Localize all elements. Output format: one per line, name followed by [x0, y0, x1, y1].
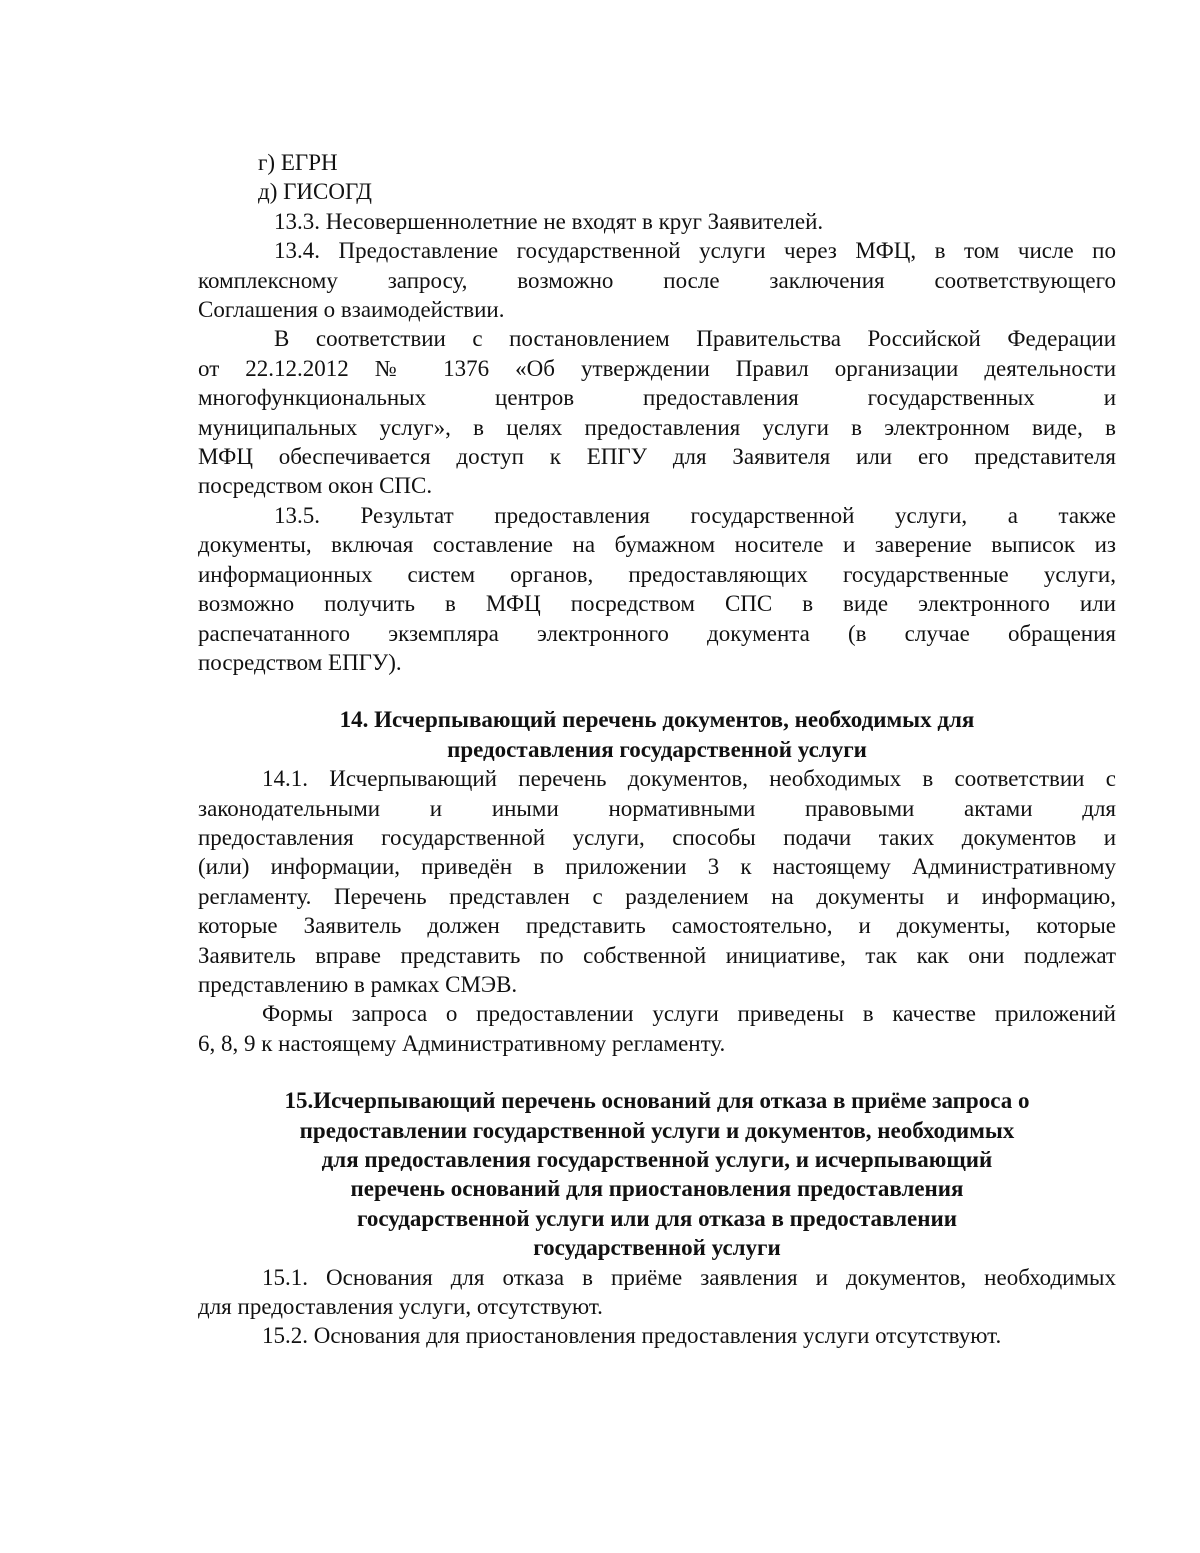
paragraph-forms: [198, 999, 1116, 1058]
section-spacer: [198, 677, 1116, 705]
heading-line: для предоставления государственной услуги, и исчерпывающий: [321, 1147, 993, 1172]
paragraph-line: Заявитель вправе представить по собственной инициативе, так как они подлежат: [198, 942, 1116, 968]
paragraph-line: 15.2. Основания для приостановления предоставления услуги отсутствуют.: [262, 1323, 1002, 1349]
heading-line: предоставлении государственной услуги и документов, необходимых: [299, 1117, 1015, 1143]
paragraph-line: законодательными и иными нормативными правовыми актами для: [198, 795, 1116, 821]
paragraph-line: 15.1. Основания для отказа в приёме заявления и документов, необходимых: [262, 1264, 1116, 1290]
paragraph-line: посредством окон СПС.: [198, 473, 433, 499]
paragraph-15-2: [198, 1321, 1116, 1350]
paragraph-line: (или) информации, приведён в приложении 3 к настоящему Административному: [198, 854, 1116, 880]
paragraph-line: от 22.12.2012 № 1376 «Об утверждении Правил организации деятельности: [198, 355, 1116, 381]
list-item-d: д) ГИСОГД: [258, 179, 372, 205]
paragraph-decree: [198, 324, 1116, 500]
heading-line: перечень оснований для приостановления предоставления: [350, 1176, 964, 1202]
section-spacer: [198, 1058, 1116, 1086]
paragraph-14-1: [198, 764, 1116, 999]
paragraph-line: информационных систем органов, предоставляющих государственные услуги,: [198, 561, 1116, 587]
paragraph-line: 13.3. Несовершеннолетние не входят в круг Заявителей.: [274, 208, 824, 234]
paragraph-line: В соответствии с постановлением Правительства Российской Федерации: [274, 326, 1116, 352]
paragraph-line: МФЦ обеспечивается доступ к ЕПГУ для Заявителя или его представителя: [198, 444, 1116, 470]
paragraph-line: которые Заявитель должен представить самостоятельно, и документы, которые: [198, 913, 1116, 939]
paragraph-line: распечатанного экземпляра электронного документа (в случае обращения: [198, 620, 1116, 646]
paragraph-line: муниципальных услуг», в целях предоставления услуги в электронном виде, в: [198, 414, 1116, 440]
paragraph-13-5: [198, 501, 1116, 677]
paragraph-line: документы, включая составление на бумажном носителе и заверение выписок из: [198, 532, 1116, 558]
section-heading-14: [198, 705, 1116, 764]
heading-line: предоставления государственной услуги: [447, 736, 867, 762]
paragraph-line: 14.1. Исчерпывающий перечень документов, необходимых в соответствии с: [262, 766, 1116, 792]
heading-line: 15.Исчерпывающий перечень оснований для отказа в приёме запроса о: [284, 1088, 1030, 1114]
paragraph-line: 13.4. Предоставление государственной услуги через МФЦ, в том числе по: [274, 238, 1116, 264]
paragraph-line: Формы запроса о предоставлении услуги приведены в качестве приложений: [262, 1001, 1116, 1027]
document-page: [198, 148, 1116, 1351]
paragraph-13-3: [198, 207, 1116, 236]
paragraph-line: предоставления государственной услуги, способы подачи таких документов и: [198, 824, 1116, 850]
paragraph-line: 13.5. Результат предоставления государственной услуги, а также: [274, 502, 1116, 528]
paragraph-15-1: [198, 1263, 1116, 1322]
heading-line: государственной услуги или для отказа в предоставлении: [356, 1205, 958, 1231]
heading-line: государственной услуги: [533, 1235, 781, 1261]
paragraph-line: представлению в рамках СМЭВ.: [198, 971, 518, 997]
paragraph-13-4: [198, 236, 1116, 324]
heading-line: 14. Исчерпывающий перечень документов, необходимых для: [339, 707, 975, 733]
section-heading-15: [198, 1086, 1116, 1262]
paragraph-line: 6, 8, 9 к настоящему Административному регламенту.: [198, 1030, 726, 1056]
paragraph-line: возможно получить в МФЦ посредством СПС в виде электронного или: [198, 591, 1116, 617]
list-item-g: г) ЕГРН: [258, 150, 338, 175]
paragraph-line: Соглашения о взаимодействии.: [198, 297, 505, 323]
paragraph-line: для предоставления услуги, отсутствуют.: [198, 1294, 603, 1320]
paragraph-line: посредством ЕПГУ).: [198, 649, 402, 675]
paragraph-line: многофункциональных центров предоставления государственных и: [198, 385, 1116, 411]
paragraph-line: регламенту. Перечень представлен с разделением на документы и информацию,: [198, 883, 1116, 909]
paragraph-line: комплексному запросу, возможно после заключения соответствующего: [198, 267, 1116, 293]
